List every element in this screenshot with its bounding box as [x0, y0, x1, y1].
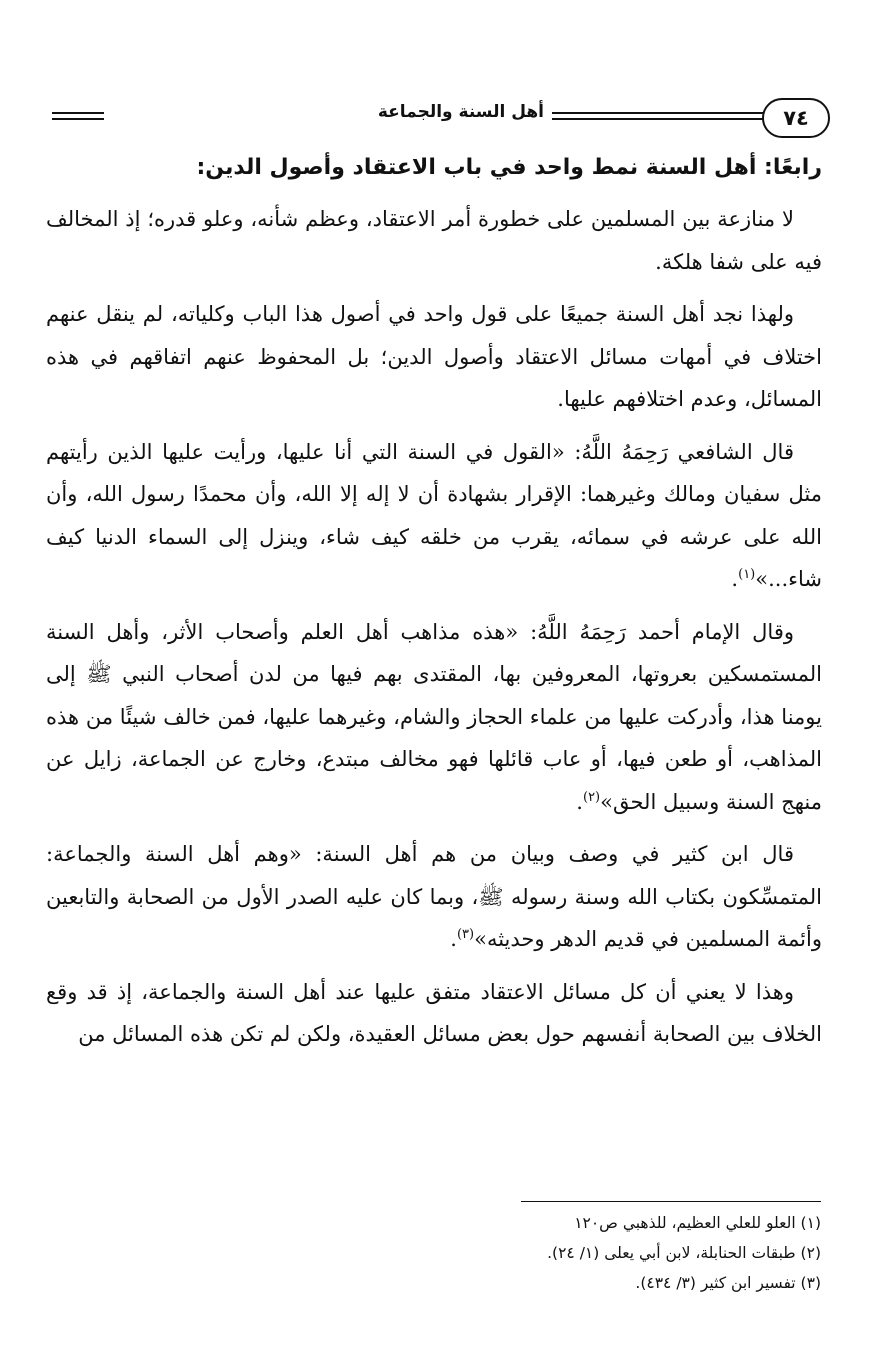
section-heading: رابعًا: أهل السنة نمط واحد في باب الاعتقاد وأصول الدين: [196, 155, 822, 180]
paragraph-text: قال ابن كثير في وصف وبيان من هم أهل السنة: «وهم أهل السنة والجماعة: المتمسِّكون بكتاب الله وسنة رسوله ﷺ، وبما كان عليه الصدر الأول من الصحابة والتابعين وأئمة المسلمين في قديم الدهر وحديثه» [46, 842, 822, 951]
footnote-ref: (٢) [582, 789, 601, 805]
running-header [52, 98, 830, 138]
footnote: (٣) تفسير ابن كثير (٣/ ٤٣٤). [635, 1274, 821, 1292]
header-rule [552, 118, 768, 120]
paragraph-text: ولهذا نجد أهل السنة جميعًا على قول واحد في أصول هذا الباب وكلياته، لم ينقل عنهم اختلاف في أمهات مسائل الاعتقاد وأصول الدين؛ بل المحفوظ عنهم اتفاقهم في هذه المسائل، وعدم اختلافهم عليها. [46, 302, 822, 411]
paragraph [46, 198, 822, 283]
paragraph: قال ابن كثير في وصف وبيان من هم أهل السنة: «وهم أهل السنة والجماعة: المتمسِّكون بكتاب الله وسنة رسوله ﷺ، وبما كان عليه الصدر الأول من الصحابة والتابعين وأئمة المسلمين في قديم الدهر وحديثه»$^{(٣)}$. [46, 842, 822, 951]
header-rule [52, 118, 104, 120]
footnote: (٢) طبقات الحنابلة، لابن أبي يعلى (١/ ٢٤). [547, 1244, 821, 1262]
book-title: أهل السنة والجماعة [377, 102, 544, 122]
footnotes [321, 1208, 821, 1298]
paragraph: وقال الإمام أحمد رَحِمَهُ اللَّهُ: «هذه مذاهب أهل العلم وأصحاب الأثر، وأهل السنة المستمسكين بعروتها، المعروفين بها، المقتدى بهم فيها من لدن أصحاب النبي ﷺ إلى يومنا هذا، وأدركت عليها من علماء الحجاز والشام، وغيرهما عليها، فمن خالف شيئًا من هذه المذاهب، أو طعن فيها، أو عاب قائلها فهو مخالف مبتدع، وخارج عن الجماعة، زايل عن منهج السنة وسبيل الحق»$^{(٢)}$. [46, 619, 822, 814]
footnote-ref: (١) [738, 567, 756, 582]
header-rule [552, 112, 768, 114]
header-rule [52, 112, 104, 114]
paragraph [46, 293, 822, 421]
footnote-ref: (٣) [456, 927, 475, 942]
paragraph-text: وقال الإمام أحمد رَحِمَهُ اللَّهُ: «هذه مذاهب أهل العلم وأصحاب الأثر، وأهل السنة المستمسكين بعروتها، المعروفين بها، المقتدى بهم فيها من لدن أصحاب النبي ﷺ إلى يومنا هذا، وأدركت عليها من علماء الحجاز والشام، وغيرهما عليها، فمن خالف شيئًا من هذه المذاهب، أو طعن فيها، أو عاب قائلها فهو مخالف مبتدع، وخارج عن الجماعة، زايل عن منهج السنة وسبيل الحق» [46, 619, 822, 814]
paragraph-text: لا منازعة بين المسلمين على خطورة أمر الاعتقاد، وعظم شأنه، وعلو قدره؛ إذ المخالف فيه على شفا هلكة. [46, 207, 822, 274]
paragraph-text: وهذا لا يعني أن كل مسائل الاعتقاد متفق عليها عند أهل السنة والجماعة، إذ قد وقع الخلاف بين الصحابة أنفسهم حول بعض مسائل العقيدة، ولكن لم تكن هذه المسائل من [46, 979, 822, 1046]
footnote-separator [521, 1201, 821, 1202]
main-text [46, 148, 822, 1066]
footnote: (١) العلو للعلي العظيم، للذهبي ص١٢٠ [574, 1214, 821, 1232]
page-number: ٧٤ [762, 98, 830, 138]
paragraph: قال الشافعي رَحِمَهُ اللَّهُ: «القول في السنة التي أنا عليها، ورأيت عليها الذين رأيتهم مثل سفيان ومالك وغيرهما: الإقرار بشهادة أن لا إله إلا الله، وأن محمدًا رسول الله، وأن الله على عرشه في سمائه، يقرب من خلقه كيف شاء، وينزل إلى السماء الدنيا كيف شاء...»$^{(١)}$. [46, 439, 822, 591]
paragraph-text: قال الشافعي رَحِمَهُ اللَّهُ: «القول في السنة التي أنا عليها، ورأيت عليها الذين رأيتهم مثل سفيان ومالك وغيرهما: الإقرار بشهادة أن لا إله إلا الله، وأن محمدًا رسول الله، وأن الله على عرشه في سمائه، يقرب من خلقه كيف شاء، وينزل إلى السماء الدنيا كيف شاء...» [46, 439, 822, 591]
paragraph [46, 971, 822, 1056]
